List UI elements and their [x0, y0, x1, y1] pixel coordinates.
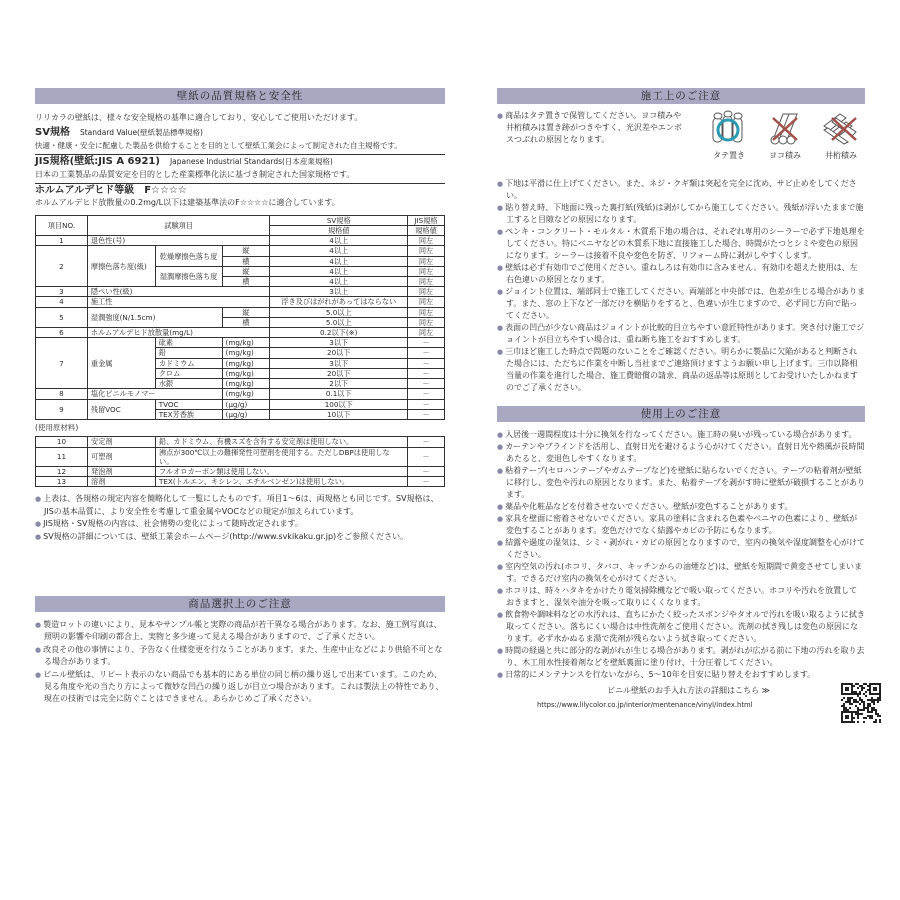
cell: 4以上: [270, 266, 408, 276]
icon-label: タテ置き: [713, 151, 745, 160]
icon-label: 井桁積み: [825, 151, 857, 160]
storage-icon-item: [763, 110, 807, 168]
cell: 4: [36, 297, 88, 307]
cell: 湿潤摩擦色落ち度: [155, 266, 222, 286]
table-row: [36, 338, 445, 348]
cell: (mg/kg): [222, 338, 270, 348]
selection-section: [35, 596, 445, 706]
construction-section: [497, 88, 865, 394]
storage-icon-item: [707, 110, 751, 168]
cell: 2: [36, 246, 88, 287]
note: ● 上表は、各規格の規定内容を簡略化して一覧にしたものです。項目1～6は、両規格とも同じです。SV規格は、JISの基本品質に、より安全性を考慮して重金属やVOCなどの規定が加えられています。: [35, 493, 445, 518]
right-column: [497, 88, 865, 727]
cell: 湿潤強度(N/1.5cm): [87, 307, 222, 327]
cell: 塩化ビニルモノマー: [87, 389, 222, 399]
cell: クロム: [155, 368, 222, 378]
cell: 横: [222, 256, 270, 266]
list-item: ● 製造ロットの違いにより、見本やサンプル帳と実際の商品が若干異なる場合があります。なお、施工例写真は、照明の影響や印刷の都合上、実物と多少違って見える場合がありますので、ご了承ください。: [35, 619, 445, 644]
table-row: [36, 297, 445, 307]
cell: (mg/kg): [222, 379, 270, 389]
cell: 縦: [222, 307, 270, 317]
cell: 同左: [408, 277, 445, 287]
cell: 0.2以下(※): [270, 328, 408, 338]
cell: －: [408, 338, 445, 348]
cell: －: [408, 466, 445, 476]
section-title: 壁紙の品質規格と安全性: [35, 88, 445, 104]
materials-label: (使用原材料): [35, 422, 79, 432]
cell: TEX(トルエン、キシレン、エチルベンゼン)は使用しない。: [156, 477, 408, 487]
sv-title: SV規格: [35, 127, 70, 139]
cell: (μg/g): [222, 399, 270, 409]
cell: 隠ぺい性(級): [87, 287, 270, 297]
cell: －: [408, 447, 445, 466]
storage-block: [497, 110, 865, 168]
list-item: ● 貼り替え時、下地面に残った裏打紙(残紙)は剥がしてから施工してください。残紙が浮いたままで施工すると目隙などの原因になります。: [497, 202, 865, 226]
cell: (mg/kg): [222, 368, 270, 378]
maintenance-link[interactable]: ビニル壁紙のお手入れ方法の詳細はこちら ≫: [607, 686, 770, 695]
cell: －: [408, 348, 445, 358]
formaldehyde-heading: ホルムアルデヒド等級 F☆☆☆☆: [35, 185, 187, 197]
cell: 横: [222, 317, 270, 327]
jis-desc: 日本の工業製品の品質安定を目的とした産業標準化法に基づき制定された国家規格です。: [35, 169, 355, 179]
cell: 発泡剤: [88, 466, 156, 476]
list-item: ● ペンキ・コンクリート・モルタル・木質系下地の場合は、それぞれ専用のシーラーで必ず下地処理をしてください。特にベニヤなどの木質系下地に直接施工した場合、時間がたつとシミや変色の原因になります。シーラーは接着不良や変色を防ぎ、リフォーム時に剥がしやすくします。: [497, 226, 865, 262]
table-row: [36, 328, 445, 338]
list-item: ● 粘着テープ(セロハンテープやガムテープなど)を壁紙に貼らないでください。テープの粘着剤が壁紙に移行し、変色や汚れの原因となります。また、粘着テープを剥がす時に壁紙が破損することがあります。: [497, 465, 865, 501]
cell: 溶剤: [88, 477, 156, 487]
cell: 8: [36, 389, 88, 399]
cell: 3以下: [270, 338, 408, 348]
list-item: ● 時間の経過と共に部分的な剥がれが生じる場合があります。剥がれが広がる前に下地の汚れを取り去り、木工用水性接着剤などを壁紙裏面に塗り付け、十分圧着してください。: [497, 645, 865, 669]
cell: －: [408, 437, 445, 447]
table-row: [36, 307, 445, 317]
list-item: ● 壁紙は必ず有効巾でご使用ください。重ねしろは有効巾に含みません。有効巾を超えた使用は、左右色違いの原因となります。: [497, 262, 865, 286]
sv-desc: 快適・健康・安全に配慮した製品を供給することを目的として壁紙工業会によって制定された自主規格です。: [35, 140, 402, 150]
cell: 同左: [408, 287, 445, 297]
jis-title: JIS規格(壁紙:JIS A 6921): [35, 156, 160, 168]
cell: 鉛: [155, 348, 222, 358]
upright-rolls-ok-icon: [709, 110, 749, 146]
cell: 10: [36, 437, 88, 447]
cell: 6: [36, 328, 88, 338]
spec-table: [35, 215, 445, 420]
cell: 0.1以下: [270, 389, 408, 399]
cell: 1: [36, 236, 88, 246]
cell: －: [408, 358, 445, 368]
list-item: ● ホコリは、時々ハタキをかけたり電気掃除機などで吸い取ってください。ホコリや汚れを放置しておきますと、湿気や油分を吸って取りにくくなります。: [497, 585, 865, 609]
storage-icon-item: [819, 110, 863, 168]
table-row: [36, 399, 445, 409]
table-row: [36, 246, 445, 256]
stacked-rolls-ng-icon: [765, 110, 805, 146]
cell: 浮き及びはがれがあってはならない: [270, 297, 408, 307]
cell: 2以下: [270, 379, 408, 389]
list-item: ● 三巾ほど施工した時点で問題のないことをご確認ください。明らかに製品に欠陥があると判断された場合には、ただちに作業を中断し当社までご連絡頂けますようお願い申し上げます。三巾以降相当量の作業を進行した場合、施工費賠償の請求、商品の返品等は原則としてお受けいたしかねますのでご了承ください。: [497, 346, 865, 394]
header-no: 項目NO.: [36, 215, 88, 235]
list-item: ● 室内空気の汚れ(ホコリ、タバコ、キッチンからの油煙など)は、壁紙を短期間で黄変させてしまいます。できるだけ室内の換気を心がけてください。: [497, 561, 865, 585]
cell: 砒素: [155, 338, 222, 348]
sv-sub: Standard Value(壁紙製品標準規格): [79, 128, 203, 138]
cell: －: [408, 389, 445, 399]
cell: 残留VOC: [87, 399, 155, 419]
table-row: [36, 389, 445, 399]
cell: －: [408, 399, 445, 409]
cell: 同左: [408, 307, 445, 317]
cell: 乾燥摩擦色落ち度: [155, 246, 222, 266]
sv-heading: [35, 127, 445, 139]
cell: 100以下: [270, 399, 408, 409]
storage-icons: [707, 110, 863, 168]
icon-label: ヨコ積み: [769, 151, 801, 160]
cell: 沸点が300℃以上の難揮発性可塑剤を使用する。ただしDBPは使用しない。: [156, 447, 408, 466]
note: ● JIS規格・SV規格の内容は、社会情勢の変化によって随時改定されます。: [35, 518, 445, 530]
qr-code[interactable]: [841, 683, 881, 723]
cell: 20以下: [270, 348, 408, 358]
section-title: 使用上のご注意: [497, 406, 865, 422]
cell: 縦: [222, 266, 270, 276]
qr-module: [879, 721, 881, 723]
table-notes: [35, 493, 445, 543]
cell: 水銀: [155, 379, 222, 389]
header-jis: JIS規格: [408, 215, 445, 225]
cell: 13: [36, 477, 88, 487]
cell: －: [408, 477, 445, 487]
cell: (mg/kg): [222, 348, 270, 358]
header-sv: SV規格: [270, 215, 408, 225]
cell: 摩擦色落ち度(級): [87, 246, 155, 287]
cell: TEX芳香族: [155, 409, 222, 419]
header-item: 試験項目: [87, 215, 270, 235]
list-item: ● ビニル壁紙は、リピート表示のない商品でも基本的にある単位の同じ柄の繰り返しで出来ています。このため、見る角度や光の当たり方によって微妙な凹凸の繰り返しが目立つ場合があります。これは製法上の特性であり、現在の技術では完全に防ぐことはできません。あらかじめご了承ください。: [35, 669, 445, 706]
cell: 20以下: [270, 368, 408, 378]
cell: 11: [36, 447, 88, 466]
intro-text: リリカラの壁紙は、様々な安全規格の基準に適合しており、安心してご使用いただけます。: [35, 113, 363, 122]
table-row: [36, 477, 445, 487]
cell: 5.0以上: [270, 317, 408, 327]
list-item: ● カーテンやブラインドを活用し、直射日光を避けるよう心がけてください。直射日光や熱風が長時間あたると、変退色しやすくなります。: [497, 441, 865, 465]
cell: 同左: [408, 297, 445, 307]
cell: 安定剤: [88, 437, 156, 447]
cell: 3以上: [270, 287, 408, 297]
cell: 5: [36, 307, 88, 327]
cell: 4以上: [270, 236, 408, 246]
cell: 4以上: [270, 246, 408, 256]
list-item: ● 改良その他の事情により、予告なく仕様変更を行なうことがあります。また、生産中止などにより供給不可となる場合があります。: [35, 644, 445, 669]
cell: －: [408, 368, 445, 378]
cell: 10以下: [270, 409, 408, 419]
section-title: 施工上のご注意: [497, 88, 865, 104]
cell: －: [408, 379, 445, 389]
list-item: ● 家具を壁面に密着させないでください。家具の塗料に含まれる色素やベニヤの色素により、壁紙が変色することがあります。変色だけでなく結露やカビの予防にもなります。: [497, 513, 865, 537]
cell: 縦: [222, 246, 270, 256]
table-row: [36, 287, 445, 297]
list-item: ● 商品はタテ置きで保管してください。ヨコ積みや井桁積みは置き跡がつきやすく、光沢差やエンボスつぶれの原因となります。: [497, 110, 687, 146]
usage-section: [497, 406, 865, 727]
cell: 3以下: [270, 358, 408, 368]
list-item: ● 下地は平滑に仕上げてください。また、ネジ・クギ類は突起を完全に沈め、サビ止めをしてください。: [497, 178, 865, 202]
cell: 同左: [408, 266, 445, 276]
cell: 3: [36, 287, 88, 297]
table-row: [36, 437, 445, 447]
cell: 横: [222, 277, 270, 287]
list-item: ● ジョイント位置は、端部同士で施工してください。両端部と中央部では、色差が生じる場合があります。また、窓の上下など一部だけを横貼りをすると、色違いが生じますので、必ず同じ方向で貼ってください。: [497, 286, 865, 322]
list-item: ● 飲食物や調味料などの水汚れは、直ちにかたく絞ったスポンジやタオルで汚れを吸い取るように拭き取ってください。落ちにくい場合は中性洗剤をご使用ください。洗剤の拭き残しは変色の原因になります。必ず水かぬるま湯で洗剤が残らないよう拭き取ってください。: [497, 609, 865, 645]
cell: 同左: [408, 256, 445, 266]
usage-list: [497, 429, 865, 681]
note: ● SV規格の詳細については、壁紙工業会ホームページ(http://www.svkikaku.gr.jp)をご参照ください。: [35, 531, 445, 543]
header-value: 規格値: [270, 226, 408, 236]
cell: (mg/kg): [222, 358, 270, 368]
table-row: [36, 447, 445, 466]
list-item: ● 入居後一週間程度は十分に換気を行なってください。施工時の臭いが残っている場合があります。: [497, 429, 865, 441]
cell: 同左: [408, 236, 445, 246]
cell: (μg/g): [222, 409, 270, 419]
construction-list: [497, 178, 865, 394]
cell: 重金属: [87, 338, 155, 389]
maintenance-url[interactable]: https://www.lilycolor.co.jp/interior/mentenance/vinyl/index.html: [537, 701, 753, 709]
maintenance-link-block: [497, 683, 865, 727]
jis-heading: [35, 156, 445, 168]
divider: [35, 183, 445, 184]
cell: 9: [36, 399, 88, 419]
list-item: ● 結露や過度の湿気は、シミ・剥がれ・カビの原因となりますので、室内の換気や湿度調整を心がけてください。: [497, 537, 865, 561]
section-title: 商品選択上のご注意: [35, 596, 445, 612]
table-row: [36, 466, 445, 476]
cell: カドミウム: [155, 358, 222, 368]
cell: 4以上: [270, 256, 408, 266]
cell: TVOC: [155, 399, 222, 409]
quality-section: [35, 88, 445, 543]
materials-table: [35, 436, 445, 487]
list-item: ● 日常的にメンテナンスを行ないながら、5～10年を目安に貼り替えをおすすめします。: [497, 669, 865, 681]
crossed-rolls-ng-icon: [820, 110, 862, 146]
cell: 可塑剤: [88, 447, 156, 466]
cell: 同左: [408, 317, 445, 327]
formaldehyde-desc: ホルムアルデヒド放散量の0.2mg/L以下は建築基準法のF☆☆☆☆に適合しています。: [35, 198, 340, 208]
cell: 退色性(号): [87, 236, 270, 246]
cell: 7: [36, 338, 88, 389]
cell: 5.0以上: [270, 307, 408, 317]
cell: 同左: [408, 246, 445, 256]
cell: 施工性: [87, 297, 270, 307]
cell: (mg/kg): [222, 389, 270, 399]
selection-list: [35, 619, 445, 706]
list-item: ● 薬品や化粧品などを付着させないでください。壁紙が変色することがあります。: [497, 501, 865, 513]
cell: 12: [36, 466, 88, 476]
jis-sub: Japanese Industrial Standards(日本産業規格): [169, 157, 333, 167]
table-row: [36, 236, 445, 246]
cell: 同左: [408, 328, 445, 338]
cell: 鉛、カドミウム、有機スズを含有する安定剤は使用しない。: [156, 437, 408, 447]
header-value: 規格値: [408, 226, 445, 236]
cell: ホルムアルデヒド放散量(mg/L): [87, 328, 270, 338]
list-item: ● 表面の凹凸が少ない商品はジョイントが比較的目立ちやすい意匠特性があります。突き付け施工でジョイントが目立ちやすい場合は、重ね断ち施工をおすすめします。: [497, 322, 865, 346]
cell: －: [408, 409, 445, 419]
cell: 4以上: [270, 277, 408, 287]
cell: フルオロカーボン類は使用しない。: [156, 466, 408, 476]
